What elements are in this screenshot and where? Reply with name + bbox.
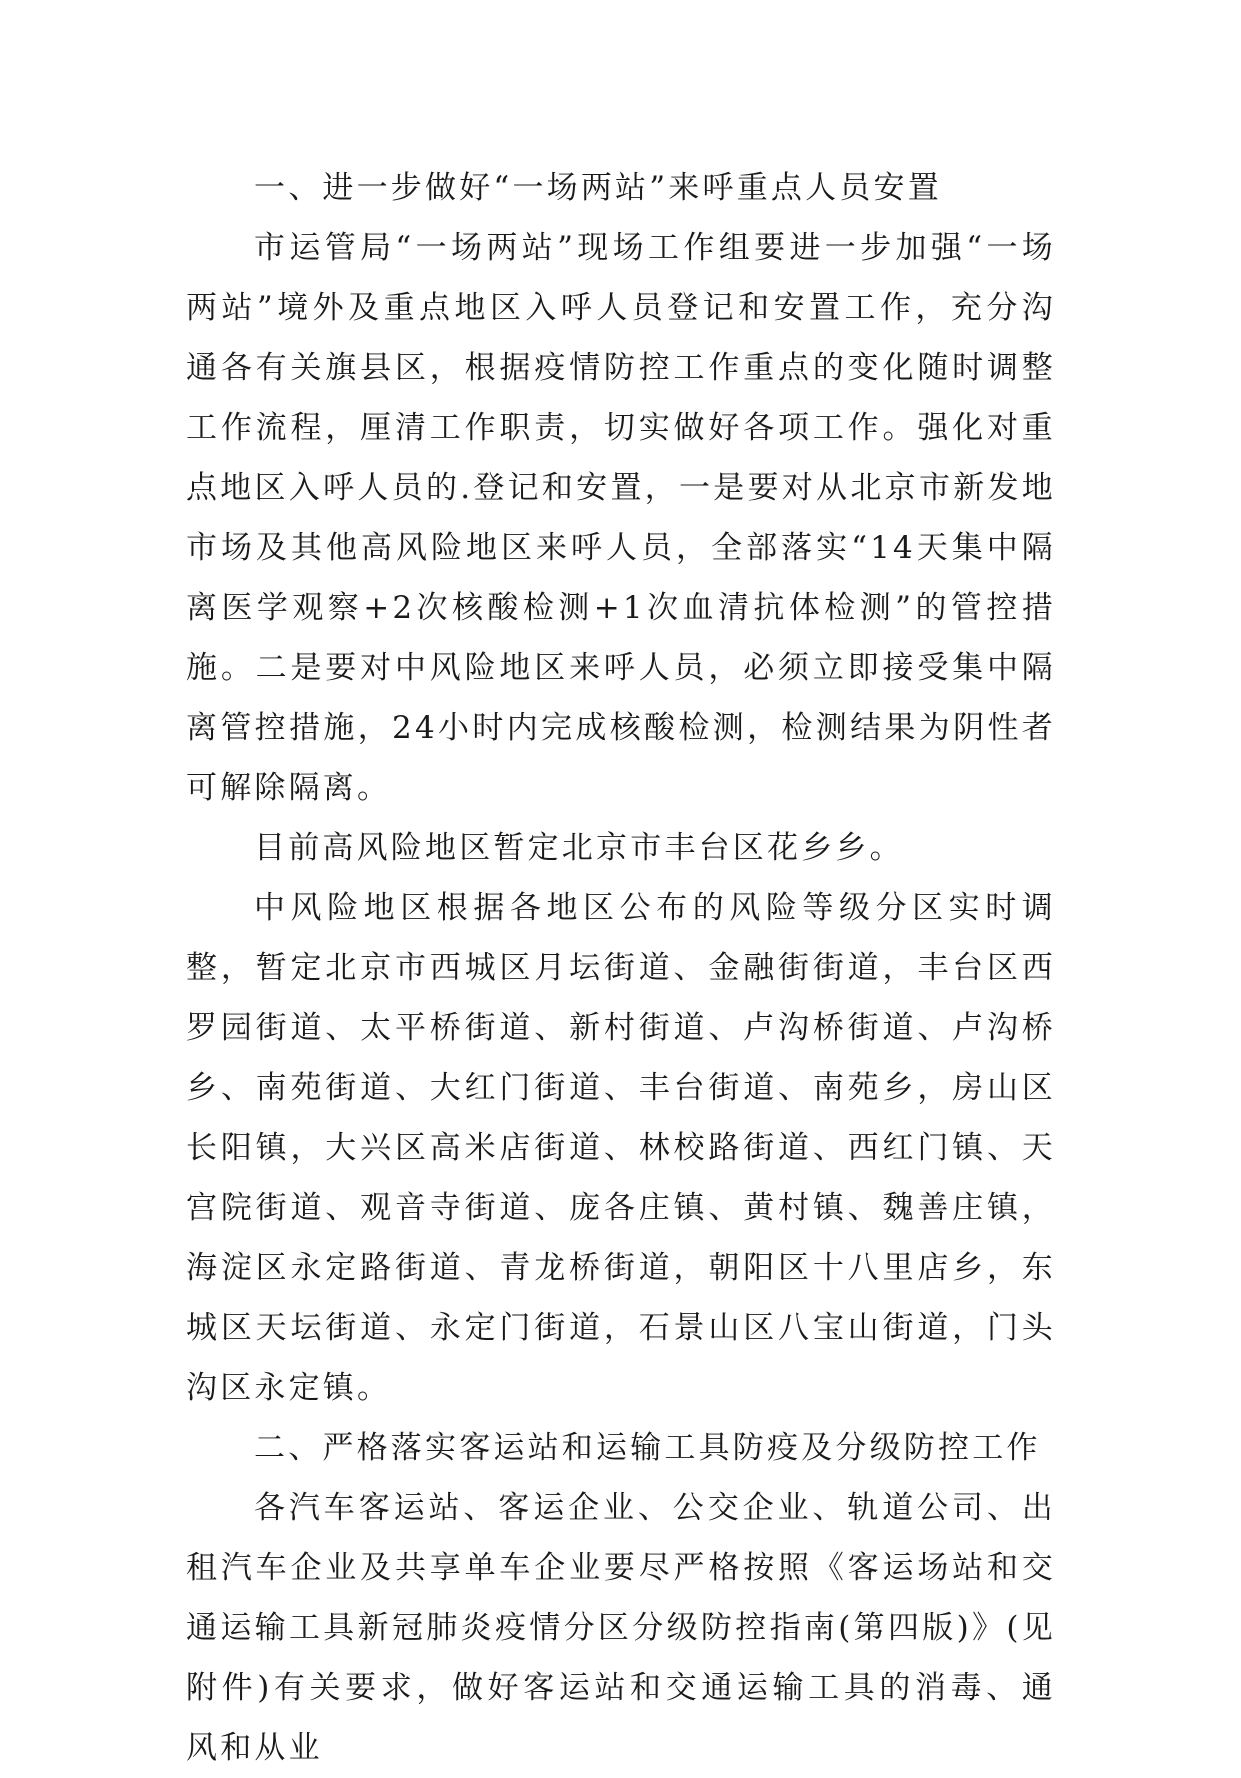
paragraph-3: 中风险地区根据各地区公布的风险等级分区实时调整，暂定北京市西城区月坛街道、金融街街道，丰台区西罗园街道、太平桥街道、新村街道、卢沟桥街道、卢沟桥乡、南苑街道、大红门街道、丰台街道、南苑乡，房山区长阳镇，大兴区高米店街道、林校路街道、西红门镇、天宫院街道、观音寺街道、庞各庄镇、黄村镇、魏善庄镇，海淀区永定路街道、青龙桥街道，朝阳区十八里店乡，东城区天坛街道、永定门街道，石景山区八宝山街道，门头沟区永定镇。 [186, 890, 1056, 1406]
section-heading-1: 一、进一步做好“一场两站”来呼重点人员安置 [254, 170, 942, 206]
paragraph-4: 各汽车客运站、客运企业、公交企业、轨道公司、出租汽车企业及共享单车企业要尽严格按照《客运场站和交通运输工具新冠肺炎疫情分区分级防控指南(第四版)》(见附件)有关要求，做好客运站和交通运输工具的消毒、通风和从业 [186, 1490, 1056, 1766]
paragraph-1: 市运管局“一场两站”现场工作组要进一步加强“一场两站”境外及重点地区入呼人员登记和安置工作，充分沟通各有关旗县区，根据疫情防控工作重点的变化随时调整工作流程，厘清工作职责，切实做好各项工作。强化对重点地区入呼人员的.登记和安置，一是要对从北京市新发地市场及其他高风险地区来呼人员，全部落实“14天集中隔离医学观察+2次核酸检测+1次血清抗体检测”的管控措施。二是要对中风险地区来呼人员，必须立即接受集中隔离管控措施，24小时内完成核酸检测，检测结果为阴性者可解除隔离。 [186, 230, 1056, 806]
section-heading-2: 二、严格落实客运站和运输工具防疫及分级防控工作 [254, 1430, 1041, 1466]
paragraph-2: 目前高风险地区暂定北京市丰台区花乡乡。 [254, 830, 904, 866]
document-body [186, 158, 1056, 1778]
